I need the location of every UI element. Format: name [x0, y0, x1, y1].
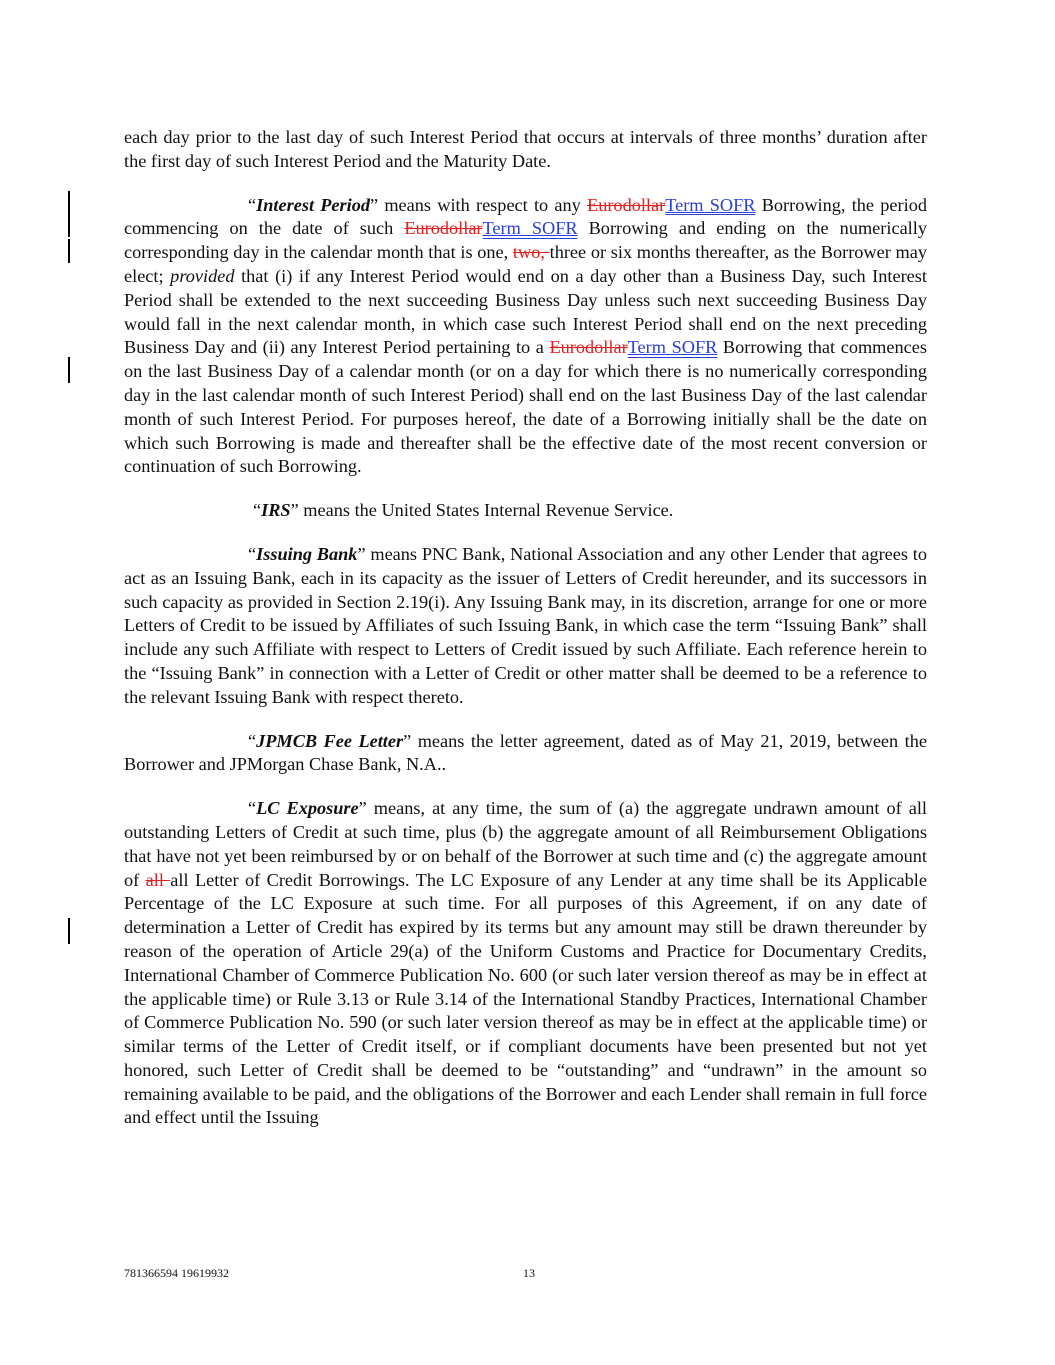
- change-bar: [68, 239, 70, 263]
- defined-term: Issuing Bank: [256, 543, 358, 564]
- defined-term: JPMCB Fee Letter: [256, 730, 404, 751]
- footer-document-id: 781366594 19619932: [124, 1266, 229, 1280]
- deleted-text: two,: [512, 242, 550, 263]
- defined-term: Interest Period: [256, 194, 370, 215]
- definition-jpmcb-fee-letter: “JPMCB Fee Letter” means the letter agreement, dated as of May 21, 2019, between the Borrower and JPMorgan Chase Bank, N.A..: [124, 730, 927, 775]
- paragraph-continuation: each day prior to the last day of such Interest Period that occurs at intervals of three months’ duration after the first day of such Interest Period and the Maturity Date.: [124, 127, 927, 171]
- deleted-text: Eurodollar: [587, 194, 666, 215]
- change-bar: [68, 357, 70, 383]
- inserted-text: Term SOFR: [627, 337, 718, 358]
- inserted-text: Term SOFR: [482, 218, 578, 239]
- deleted-text: all: [145, 869, 171, 890]
- change-bar: [68, 918, 70, 944]
- definition-interest-period: “Interest Period” means with respect to any EurodollarTerm SOFR Borrowing, the period commencing on the date of such EurodollarTerm SOFR Borrowing and ending on the numerically corresponding day in the calendar month that is one, two, three or six months thereafter, as the Borrower may elect; provided that (i) if any Interest Period would end on a day other than a Business Day, such Interest Period shall be extended to the next succeeding Business Day unless such next succeeding Business Day would fall in the next calendar month, in which case such Interest Period shall end on the next preceding Business Day and (ii) any Interest Period pertaining to a EurodollarTerm SOFR Borrowing that commences on the last Business Day of a calendar month (or on a day for which there is no numerically corresponding day in the last calendar month of such Interest Period) shall end on the last Business Day of the last calendar month of such Interest Period. For purposes hereof, the date of a Borrowing initially shall be the date on which such Borrowing is made and thereafter shall be the effective date of the most recent conversion or continuation of such Borrowing.: [124, 194, 927, 477]
- deleted-text: Eurodollar: [549, 337, 628, 358]
- footer-page-number: 13: [523, 1266, 535, 1280]
- defined-term: IRS: [261, 500, 291, 521]
- inserted-text: Term SOFR: [665, 194, 756, 215]
- definition-irs: “IRS” means the United States Internal Revenue Service.: [253, 500, 674, 521]
- definition-issuing-bank: “Issuing Bank” means PNC Bank, National Association and any other Lender that agrees to act as an Issuing Bank, each in its capacity as the issuer of Letters of Credit hereunder, and its successors in such capacity as provided in Section 2.19(i). Any Issuing Bank may, in its discretion, arrange for one or more Letters of Credit to be issued by Affiliates of such Issuing Bank, in which case the term “Issuing Bank” shall include any such Affiliate with respect to Letters of Credit issued by such Affiliate. Each reference herein to the “Issuing Bank” in connection with a Letter of Credit or other matter shall be deemed to be a reference to the relevant Issuing Bank with respect thereto.: [124, 543, 928, 707]
- definition-lc-exposure: “LC Exposure” means, at any time, the sum of (a) the aggregate undrawn amount of all outstanding Letters of Credit at such time, plus (b) the aggregate amount of all Reimbursement Obligations that have not yet been reimbursed by or on behalf of the Borrower at such time and (c) the aggregate amount of all all Letter of Credit Borrowings. The LC Exposure of any Lender at any time shall be its Applicable Percentage of the LC Exposure at such time. For all purposes of this Agreement, if on any date of determination a Letter of Credit has expired by its terms but any amount may still be drawn thereunder by reason of the operation of Article 29(a) of the Uniform Customs and Practice for Documentary Credits, International Chamber of Commerce Publication No. 600 (or such later version thereof as may be in effect at the applicable time) or Rule 3.13 or Rule 3.14 of the International Standby Practices, International Chamber of Commerce Publication No. 590 (or such later version thereof as may be in effect at the applicable time) or similar terms of the Letter of Credit itself, or if compliant documents have been presented but not yet honored, such Letter of Credit shall be deemed to be “outstanding” and “undrawn” in the amount so remaining available to be paid, and the obligations of the Borrower and each Lender shall remain in full force and effect until the Issuing: [124, 798, 928, 1128]
- defined-term: LC Exposure: [256, 798, 359, 819]
- deleted-text: Eurodollar: [404, 218, 483, 239]
- document-page: [124, 126, 927, 1150]
- change-bar: [68, 191, 70, 237]
